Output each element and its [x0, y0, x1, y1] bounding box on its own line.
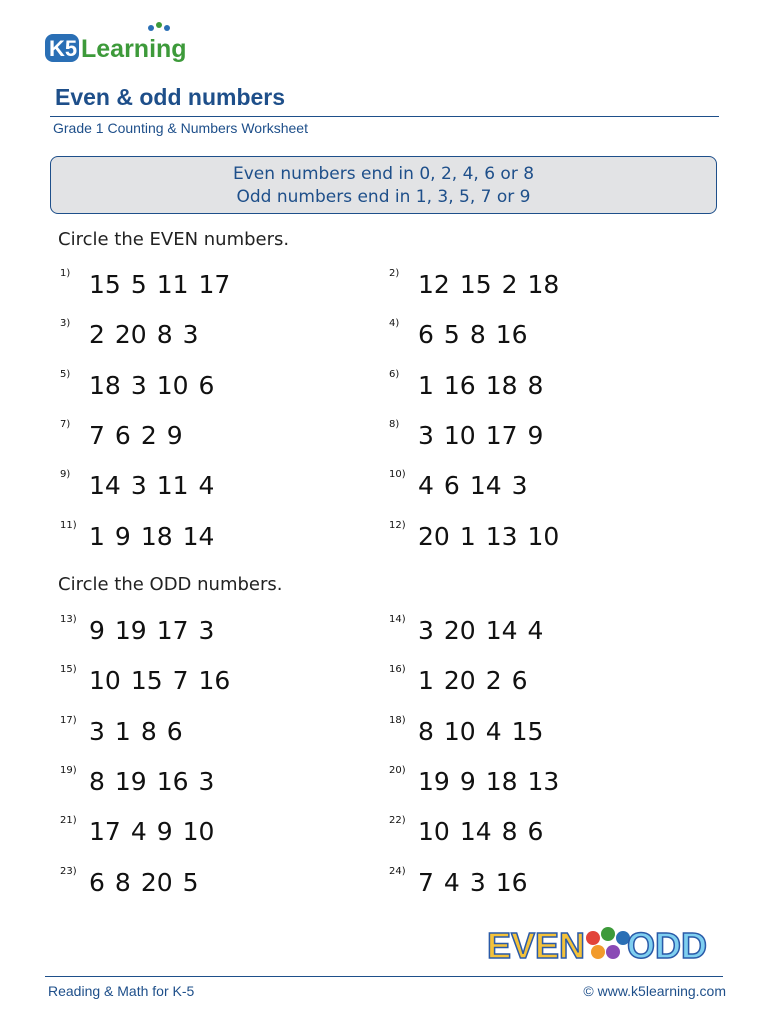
number-choice[interactable]: 19	[418, 766, 450, 796]
number-choice[interactable]: 9	[166, 420, 183, 450]
number-choice[interactable]: 1	[459, 521, 476, 551]
number-choice[interactable]: 20	[443, 666, 476, 696]
number-choice[interactable]: 1	[89, 521, 105, 551]
number-choice[interactable]: 20	[114, 320, 147, 350]
problem-number: 17)	[60, 714, 77, 726]
number-choice[interactable]: 9	[114, 521, 131, 551]
number-choice[interactable]: 17	[156, 616, 189, 645]
odd-word: ODD	[627, 925, 707, 966]
number-choice[interactable]: 20	[140, 867, 173, 897]
number-choice[interactable]: 8	[114, 867, 131, 897]
number-choice[interactable]: 10	[443, 716, 476, 746]
number-choice[interactable]: 3	[511, 471, 528, 501]
number-choice[interactable]: 6	[166, 716, 183, 746]
number-choice[interactable]: 3	[130, 370, 147, 400]
number-choice[interactable]: 3	[130, 471, 147, 501]
number-choice[interactable]: 10	[182, 817, 215, 847]
number-choice[interactable]: 3	[469, 867, 486, 897]
odd-rule-text: Odd numbers end in 1, 3, 5, 7 or 9	[236, 187, 531, 207]
number-choice[interactable]: 6	[527, 817, 544, 847]
number-choice[interactable]: 15	[89, 270, 121, 299]
problem-number: 15)	[60, 664, 77, 676]
number-choice[interactable]: 6	[418, 320, 434, 350]
problem-number: 5)	[60, 368, 71, 380]
number-choice[interactable]: 18	[89, 370, 121, 400]
even-word: EVEN	[487, 925, 586, 966]
number-choice[interactable]: 20	[418, 521, 450, 551]
footer-website-link[interactable]: © www.k5learning.com	[583, 983, 726, 999]
number-choice[interactable]: 16	[495, 867, 528, 897]
number-choice[interactable]: 17	[198, 270, 231, 299]
problem-number: 14)	[389, 614, 406, 625]
problem-number: 20)	[389, 764, 406, 776]
number-choice[interactable]: 8	[89, 766, 105, 796]
number-choice[interactable]: 10	[443, 420, 476, 450]
number-choice[interactable]: 8	[469, 320, 486, 350]
number-choice[interactable]: 6	[89, 867, 105, 897]
number-choice[interactable]: 19	[114, 616, 147, 645]
number-choice[interactable]: 2	[140, 420, 157, 450]
number-choice[interactable]: 4	[485, 716, 502, 746]
number-choice[interactable]: 11	[156, 471, 189, 501]
number-choice[interactable]: 12	[418, 270, 450, 299]
number-choice[interactable]: 10	[527, 521, 560, 551]
problem-number: 18)	[389, 714, 406, 726]
number-choice[interactable]: 8	[501, 817, 518, 847]
number-choice[interactable]: 10	[418, 817, 450, 847]
footer-divider	[45, 976, 723, 977]
number-choice[interactable]: 7	[89, 420, 105, 450]
problem-number: 3)	[60, 318, 71, 330]
number-choice[interactable]: 1	[418, 666, 434, 696]
number-choice[interactable]: 8	[140, 716, 157, 746]
number-choice[interactable]: 8	[418, 716, 434, 746]
number-choice[interactable]: 18	[140, 521, 173, 551]
number-choice[interactable]: 4	[198, 471, 215, 501]
number-choice[interactable]: 11	[156, 270, 189, 299]
number-choice[interactable]: 18	[485, 370, 518, 400]
problem-number: 24)	[389, 865, 406, 877]
rule-box	[50, 156, 717, 214]
problem-number: 22)	[389, 815, 406, 827]
number-choice[interactable]: 1	[114, 716, 131, 746]
problem-number: 4)	[389, 318, 400, 330]
page-subtitle: Grade 1 Counting & Numbers Worksheet	[53, 120, 308, 136]
number-choice[interactable]: 2	[89, 320, 105, 350]
number-choice[interactable]: 16	[495, 320, 528, 350]
number-choice[interactable]: 9	[89, 616, 105, 645]
problem-number: 16)	[389, 664, 406, 676]
problem-number: 13)	[60, 614, 77, 625]
number-choice[interactable]: 14	[89, 471, 121, 501]
even-rule-text: Even numbers end in 0, 2, 4, 6 or 8	[232, 164, 535, 184]
number-choice[interactable]: 9	[527, 420, 544, 450]
number-choice[interactable]: 6	[511, 666, 528, 696]
svg-text:K5: K5	[49, 36, 78, 61]
number-choice[interactable]: 14	[459, 817, 492, 847]
number-choice[interactable]: 18	[527, 270, 560, 299]
number-choice[interactable]: 15	[130, 666, 163, 696]
problem-number: 8)	[389, 418, 400, 430]
problem-number: 6)	[389, 368, 400, 380]
problem-number: 7)	[60, 418, 71, 430]
k5-learning-logo	[45, 22, 205, 64]
number-choice[interactable]: 4	[527, 616, 544, 645]
number-choice[interactable]: 3	[418, 420, 434, 450]
number-choice[interactable]: 9	[459, 766, 476, 796]
number-choice[interactable]: 16	[443, 370, 476, 400]
problem-number: 2)	[389, 268, 400, 279]
number-choice[interactable]: 10	[156, 370, 189, 400]
number-choice[interactable]: 5	[443, 320, 460, 350]
number-choice[interactable]: 16	[198, 666, 231, 696]
number-choice[interactable]: 14	[469, 471, 502, 501]
number-choice[interactable]: 16	[156, 766, 189, 796]
number-choice[interactable]: 8	[156, 320, 173, 350]
number-choice[interactable]: 2	[485, 666, 502, 696]
number-choice[interactable]: 3	[198, 766, 215, 796]
number-choice[interactable]: 15	[459, 270, 492, 299]
svg-text:Learning: Learning	[81, 35, 187, 63]
number-choice[interactable]: 20	[443, 616, 476, 645]
number-choice[interactable]: 3	[182, 320, 199, 350]
number-choice[interactable]: 17	[89, 817, 121, 847]
number-choice[interactable]: 3	[198, 616, 215, 645]
number-choice[interactable]: 1	[418, 370, 434, 400]
number-choice[interactable]: 6	[198, 370, 215, 400]
number-choice[interactable]: 14	[485, 616, 518, 645]
footer-tagline: Reading & Math for K-5	[48, 983, 195, 999]
number-choice[interactable]: 17	[485, 420, 518, 450]
problem-number: 19)	[60, 764, 77, 776]
number-choice[interactable]: 9	[156, 817, 173, 847]
number-choice[interactable]: 6	[443, 471, 460, 501]
section-title-odd: Circle the ODD numbers.	[58, 574, 283, 595]
number-choice[interactable]: 5	[182, 867, 199, 897]
problem-number: 21)	[60, 815, 77, 827]
problem-number: 23)	[60, 865, 77, 877]
number-choice[interactable]: 5	[130, 270, 147, 299]
title-divider	[50, 116, 719, 117]
problem-number: 9)	[60, 469, 71, 481]
number-choice[interactable]: 4	[443, 867, 460, 897]
section-title-even: Circle the EVEN numbers.	[58, 229, 290, 250]
number-choice[interactable]: 18	[485, 766, 518, 796]
problem-number: 11)	[60, 519, 77, 531]
number-choice[interactable]: 10	[89, 666, 121, 696]
number-choice[interactable]: 4	[418, 471, 434, 501]
number-choice[interactable]: 13	[485, 521, 518, 551]
number-choice[interactable]: 8	[527, 370, 544, 400]
number-choice[interactable]: 7	[172, 666, 189, 696]
number-choice[interactable]: 4	[130, 817, 147, 847]
number-choice[interactable]: 19	[114, 766, 147, 796]
problem-number: 12)	[389, 519, 406, 531]
page-title: Even & odd numbers	[55, 84, 286, 110]
number-choice[interactable]: 15	[511, 716, 544, 746]
number-choice[interactable]: 3	[89, 716, 105, 746]
number-choice[interactable]: 6	[114, 420, 131, 450]
number-choice[interactable]: 14	[182, 521, 215, 551]
problem-number: 10)	[389, 469, 406, 481]
even-odd-graphic	[487, 922, 707, 971]
number-choice[interactable]: 13	[527, 766, 560, 796]
number-choice[interactable]: 3	[418, 616, 434, 645]
problem-number: 1)	[60, 268, 71, 279]
number-choice[interactable]: 7	[418, 867, 434, 897]
number-choice[interactable]: 2	[501, 270, 518, 299]
graphic-digits: 24156 3	[588, 962, 592, 963]
